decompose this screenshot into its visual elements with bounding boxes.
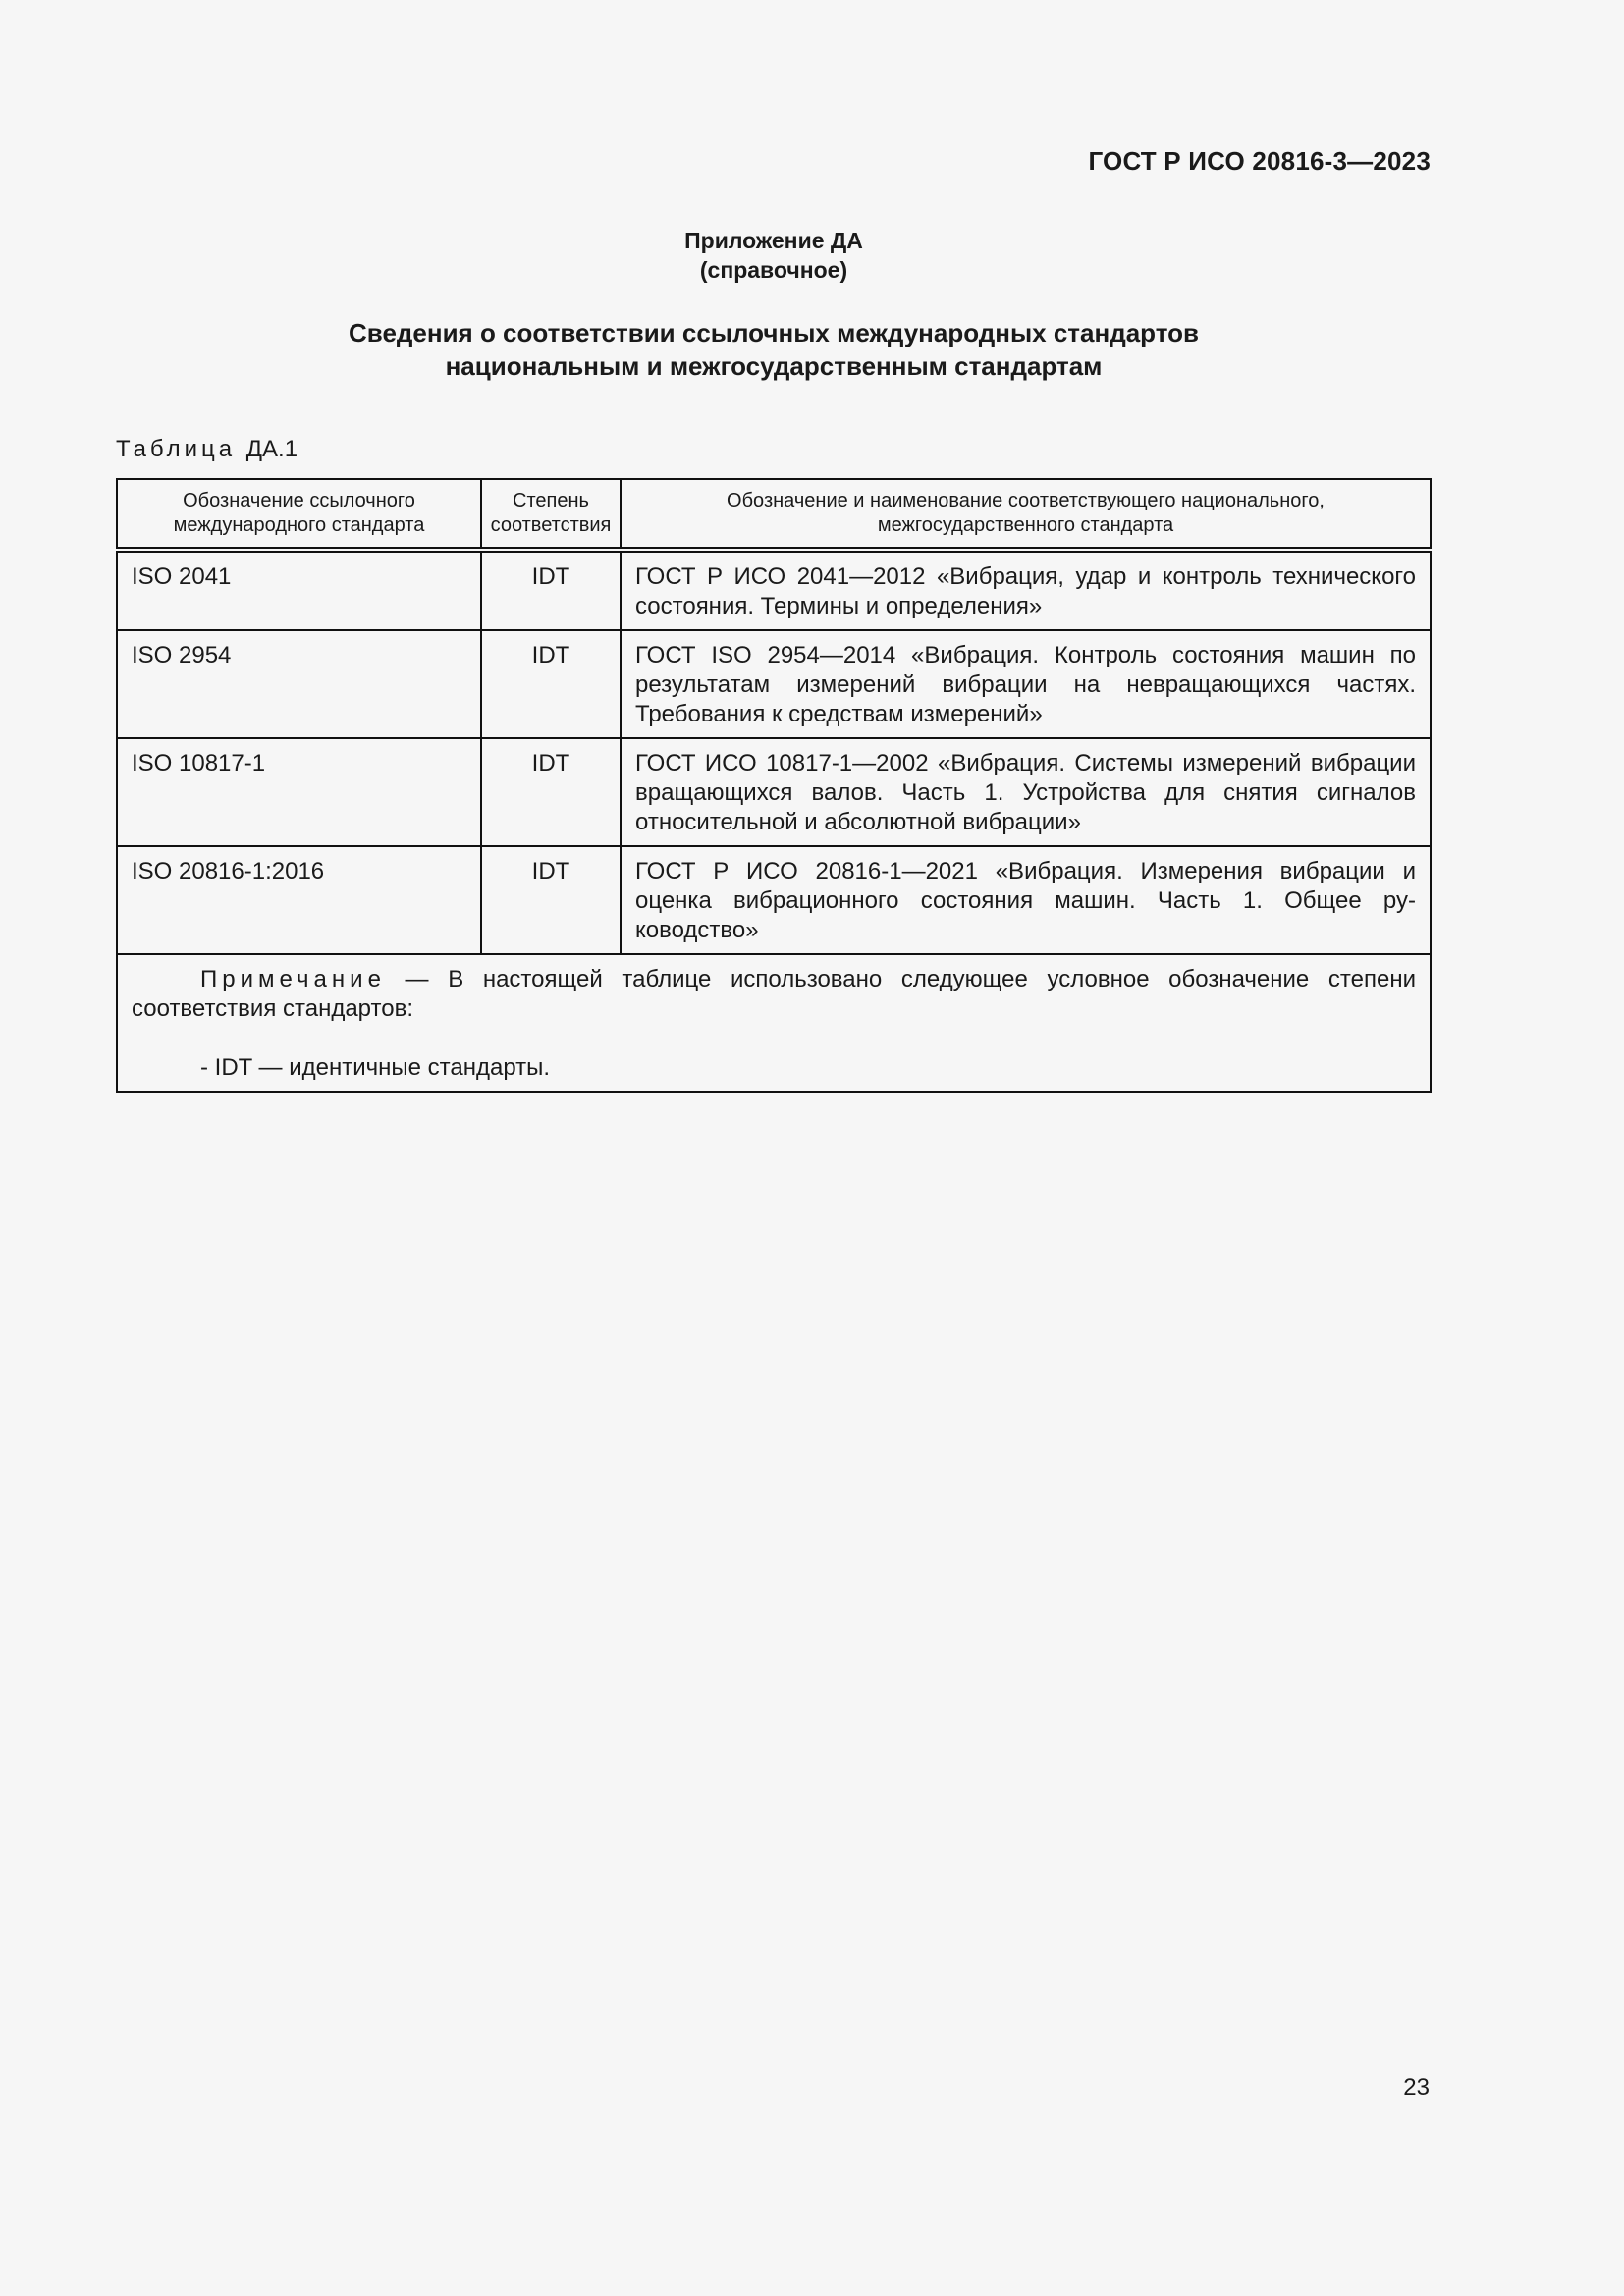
appendix-heading: [0, 226, 1547, 285]
appendix-subtitle: (справочное): [699, 257, 848, 283]
cell-iso: ISO 2954: [117, 630, 481, 738]
note-list-item: - IDT — идентичные стандарты.: [200, 1054, 551, 1081]
section-title: [0, 316, 1547, 383]
cell-degree: IDT: [481, 846, 621, 954]
header-degree: Степень соответствия: [481, 479, 621, 550]
cell-gost: ГОСТ ИСО 10817-1—2002 «Вибрация. Системы измерений вибрации вращающихся валов. Часть 1. Устройства для снятия сигналов относительной и абсолютной вибрации»: [621, 738, 1431, 846]
note-paragraph: [132, 965, 1416, 1024]
table-caption-word: Таблица: [116, 436, 237, 462]
table-row: [117, 846, 1431, 954]
document-code: ГОСТ Р ИСО 20816-3—2023: [1088, 146, 1431, 176]
table-row: [117, 550, 1431, 630]
standards-table: [116, 478, 1432, 1093]
appendix-title: Приложение ДА: [684, 228, 863, 253]
page-number: 23: [1403, 2074, 1430, 2101]
cell-iso: ISO 2041: [117, 550, 481, 630]
header-national-standard: Обозначение и наименование соответствующего национального, межгосударственного стандарта: [621, 479, 1431, 550]
note-label: Примечание: [200, 966, 386, 992]
table-row: [117, 738, 1431, 846]
table-row: [117, 630, 1431, 738]
cell-gost: ГОСТ ISO 2954—2014 «Вибрация. Контроль состояния машин по результатам измерений вибрации на невращающихся частях. Требования к средствам измерений»: [621, 630, 1431, 738]
header-international-standard: Обозначение ссылочного международного стандарта: [117, 479, 481, 550]
table-caption-number: ДА.1: [245, 436, 298, 462]
note-text: — В настоящей таблице использовано следующее условное обозначение степени соответствия стандартов:: [132, 966, 1416, 1022]
table-caption: [116, 436, 298, 463]
cell-degree: IDT: [481, 738, 621, 846]
table-note: [117, 954, 1431, 1092]
cell-iso: ISO 10817-1: [117, 738, 481, 846]
section-title-line2: национальным и межгосударственным стандартам: [445, 351, 1103, 381]
cell-degree: IDT: [481, 550, 621, 630]
cell-gost: ГОСТ Р ИСО 2041—2012 «Вибрация, удар и контроль технического состояния. Термины и определения»: [621, 550, 1431, 630]
table-note-row: [117, 954, 1431, 1092]
section-title-line1: Сведения о соответствии ссылочных международных стандартов: [349, 318, 1199, 347]
cell-iso: ISO 20816-1:2016: [117, 846, 481, 954]
table-header-row: [117, 479, 1431, 550]
cell-degree: IDT: [481, 630, 621, 738]
cell-gost: ГОСТ Р ИСО 20816-1—2021 «Вибрация. Измерения вибрации и оценка вибрационного состояния машин. Часть 1. Общее руководство»: [621, 846, 1431, 954]
